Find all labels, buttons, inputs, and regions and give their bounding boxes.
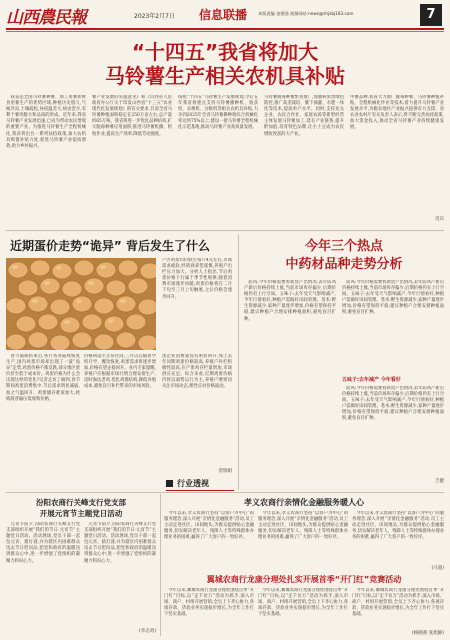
issue-date: 2023年2月7日 [134,13,175,20]
herbs-divider [238,234,239,490]
section-title: 信息联播 [198,8,247,22]
fenyang-credit: (李志勇) [138,629,156,634]
yicheng-headline: 翼城农商行龙康分理处扎实开展首季“开门红”竞赛活动 [206,575,402,584]
yicheng-column-3: 今年以来,翼城农商行龙康分理处围绕首季“开门红”目标,以“走千访万”活动为抓手,深入市场、商户、村组开展营销,全员上下齐心协力,各项存款、贷款业务实现稳步增长,为全年工作打下坚实基础。 [352,588,444,618]
lead-column-1: 我省是全国马铃薯种薯、加工用薯和鲜食用薯生产的优势区域,种植历史悠久,气候冷凉,土壤疏松,昼夜温差大,病虫害少,有利于薯块膨大和品质的形成。近年来,我省马铃薯产业发展迅速,已成为带动农民增收的重要产业。为推进马铃薯生产全程机械化,我省将出台一系列扶持政策,加大农机具购置补贴力度,促进马铃薯产业提质增效,助力乡村振兴。 [6,95,86,149]
eggs-photo [6,258,156,350]
herbs-subtitle: 五味子:去年减产 今年看好 [342,377,401,383]
egg-headline: 近期蛋价走势“诡异” 背后发生了什么 [10,239,210,253]
masthead-rule-thin [6,31,444,32]
xiaoyi-column-1: 今年以来,孝义农商行坚持“以客户为中心”的服务理念,深入开展“亲情化金融服务”活动,员工主动走进社区、田间地头,为群众提供贴心金融服务,切实解决老年人、残障人士等特殊群体办理业务的困难,赢得了广大客户的一致好评。 [164,511,254,541]
page-number: 7 [420,4,442,26]
masthead-rule [6,28,444,30]
xiaoyi-headline: 孝义农商行亲情化金融服务暖人心 [244,498,364,507]
xiaoyi-credit: (马超) [431,566,444,571]
yicheng-column-2: 今年以来,翼城农商行龙康分理处围绕首季“开门红”目标,以“走千访万”活动为抓手,深入市场、商户、村组开展营销,全员上下齐心协力,各项存款、贷款业务实现稳步增长,为全年工作打下坚实基础。 [258,588,348,618]
bottom-vertical-divider [160,494,161,636]
herbs-column-2: 防风:今年价格需要看新货产出情况,去年防风产新后价格持续上涨,当前市场库存偏少,后期价格仍有上行空间。五味子:去年受天气影响减产,今年行情看好,种植户需做好田间管理。苍术:野生资源减少,家种产量逐步增加,价格有望保持平稳,建议种植户合理安排种植面积,避免盲目扩种。 [342,280,444,316]
fenyang-headline-line2: 开展元宵节主题党日活动 [39,509,123,518]
egg-credit: 贺瑞娟 [218,469,232,474]
square-icon [166,480,173,487]
yicheng-column-1: 今年以来,翼城农商行龙康分理处围绕首季“开门红”目标,以“走千访万”活动为抓手,深入市场、商户、村组开展营销,全员上下齐心协力,各项存款、贷款业务实现稳步增长,为全年工作打下坚实基础。 [164,588,254,618]
lead-column-5: 中薯品种,我省大力推广脱毒种薯、马铃薯种植补贴、全程机械化作业等技术,着力提升马铃薯产业发展水平,为脱贫地区产业振兴提供有力支撑。省农业农村厅有关负责人表示,将不断完善扶持政策,加大资金投入,推动全省马铃薯产业持续健康发展。 [350,95,444,131]
bottom-divider [6,492,444,493]
lead-divider [6,230,444,231]
lead-column-3: 按照“十四五”马铃薯生产发展规划,今后五年我省将重点支持马铃薯播种机、收获机、杀秧机、分级机等相关农机具补贴,力争到2025年全省马铃薯耕种收综合机械化率达到75%以上,建设一批马铃薯全程机械化示范基地,推动马铃薯产业高质量发展。 [178,95,258,131]
yicheng-credit: (杨晓燕 张旭静) [412,631,444,636]
lead-headline-line1: “十四五”我省将加大 [131,40,319,64]
herbs-column-1: 防风:今年价格需要看新货产出情况,去年防风产新后价格持续上涨,当前市场库存偏少,后期价格仍有上行空间。五味子:去年受天气影响减产,今年行情看好,种植户需做好田间管理。苍术:野生资源减少,家种产量逐步增加,价格有望保持平稳,建议种植户合理安排种植面积,避免盲目扩种。 [244,280,336,322]
herbs-headline-line2: 中药材品种走势分析 [285,257,403,272]
editor-line: 本版责编 金建强 视频网站:news@shjsbj163.com [258,11,354,16]
eggs-illustration [6,258,156,350]
egg-column-1: 春节假期结束后,各行各业陆续恢复生产,国内鸡蛋市场却出现了一波“诡异”走势,鸡蛋价格不涨反跌,部分地区蛋价甚至低于成本价。鸡蛋价格为什么会出现这样的变化?记者走访了解到,春节期间鸡蛋消费集中,节后需求明显减弱,加之气温回升、鸡蛋储存难度加大,经销商普遍压低收购价格。 [6,354,80,402]
egg-column-4: 蛋企业消费量没有明显回升,加上去年同期鸡蛋价格较高,养殖户补栏积极性较高,在产蛋鸡存栏量增加,市场供应充足。综合来看,近期鸡蛋价格仍将以弱势运行为主,养殖户要密切关注市场动态,理性应对价格波动。 [162,354,232,390]
xiaoyi-column-2: 今年以来,孝义农商行坚持“以客户为中心”的服务理念,深入开展“亲情化金融服务”活动,员工主动走进社区、田间地头,为群众提供贴心金融服务,切实解决老年人、残障人士等特殊群体办理业务的困难,赢得了广大客户的一致好评。 [258,511,348,541]
fenyang-column-2: 元宵节前夕,汾阳农商行关峰支行党支部组织开展“我们的节日·元宵节”主题党日活动。活动现场,党员干部一起包元宵、猜灯谜,并为辖区内困难群众送去节日慰问品,把党和政府的温暖送到群众心中,进一步增强了党组织的凝聚力和向心力。 [84,522,156,564]
egg-column-3: 产区鸡蛋均价跌至每斤4元左右,市场需求疲软,经销商拿货谨慎,养殖户出栏压力加大。分析人士指出,节后鸡蛋价格下行属于季节性规律,随着消费市场逐步回暖,鸡蛋价格将在二月下旬至三月上旬触底,之后价格会逐步回升。 [162,258,232,300]
herbs-byline: 吉健 [435,479,444,484]
section-label-text: 行业透视 [177,479,209,488]
masthead-logo: 山西農民報 [6,8,86,28]
lead-column-2: 薯产业发展的实施意见》和《山西省人民政府办公厅关于印发山西省“十三五”农业现代化发展规划》的有关要求,目前全省马铃薯种植面积稳定在250万亩左右,总产量约65万吨。我省将进一步优化品种结构,扩大脱毒种薯应用面积,推进马铃薯机播、机收作业,提高生产效率,降低劳动强度。 [92,95,172,137]
fenyang-column-1: 元宵节前夕,汾阳农商行关峰支行党支部组织开展“我们的节日·元宵节”主题党日活动。活动现场,党员干部一起包元宵、猜灯谜,并为辖区内困难群众送去节日慰问品,把党和政府的温暖送到群众心中,进一步增强了党组织的凝聚力和向心力。 [6,522,80,564]
lead-headline-line2: 马铃薯生产相关农机具补贴 [105,64,345,88]
lead-credit: 肖宾 [435,217,444,222]
egg-column-2: 价格回落至正常区间,三月以后随着学校开学、餐饮恢复,鸡蛋需求将逐步增加,价格有望企稳回升。业内专家提醒,养殖户应根据市场行情合理安排生产,适时淘汰老鸡,优化鸡群结构,降低养殖成本,避免盲目补栏带来的市场风险。 [84,354,156,390]
herbs-column-3: 防风:今年价格需要看新货产出情况,去年防风产新后价格持续上涨,当前市场库存偏少,后期价格仍有上行空间。五味子:去年受天气影响减产,今年行情看好,种植户需做好田间管理。苍术:野生资源减少,家种产量逐步增加,价格有望保持平稳,建议种植户合理安排种植面积,避免盲目扩种。 [342,386,444,422]
lead-column-4: 马铃薯脱毒种薯繁育推广,加强病虫害绿色防控,推广高垄栽培、膜下滴灌、水肥一体化等技术,提高单产水平。同时,支持龙头企业、农民合作社、家庭农场等新型经营主体发展马铃薯加工,延长产业链条,提升附加值,培育特色品牌,让小土豆成为农民增收致富的大产业。 [264,95,344,137]
xiaoyi-column-3: 今年以来,孝义农商行坚持“以客户为中心”的服务理念,深入开展“亲情化金融服务”活动,员工主动走进社区、田间地头,为群众提供贴心金融服务,切实解决老年人、残障人士等特殊群体办理业务的困难,赢得了广大客户的一致好评。 [352,511,444,541]
herbs-headline-line1: 今年三个热点 [304,239,383,254]
section-label-industry [166,478,234,491]
fenyang-headline-line1: 汾阳农商行关峰支行党支部 [36,498,126,507]
